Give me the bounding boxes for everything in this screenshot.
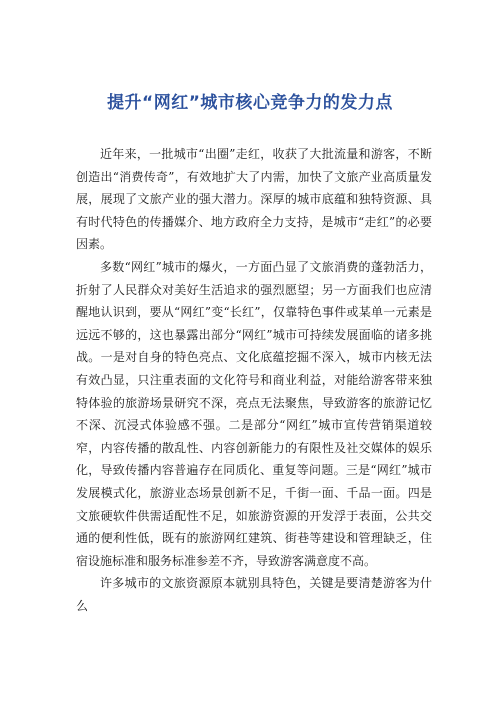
- document-title: 提升“网红”城市核心竞争力的发力点: [107, 93, 393, 113]
- paragraph: 多数“网红”城市的爆火，一方面凸显了文旅消费的蓬勃活力，折射了人民群众对美好生活追求的强烈愿望；另一方面我们也应清醒地认识到，要从“网红”变“长红”，仅靠特色事件或某单一元素是远远不够的，这也暴露出部分“网红”城市可持续发展面临的诸多挑战。一是对自身的特色亮点、文化底蕴挖掘不深入，城市内核无法有效凸显，只注重表面的文化符号和商业利益，对能给游客带来独特体验的旅游场景研究不深，亮点无法聚焦，导致游客的旅游记忆不深、沉浸式体验感不强。二是部分“网红”城市宣传营销渠道较窄，内容传播的散乱性、内容创新能力的有限性及社交媒体的娱乐化，导致传播内容普遍存在同质化、重复等问题。三是“网红”城市发展模式化，旅游业态场景创新不足，千街一面、千品一面。四是文旅硬软件供需适配性不足，如旅游资源的开发浮于表面，公共交通的便利性低，既有的旅游网红建筑、街巷等建设和管理缺乏，住宿设施标准和服务标准参差不齐，导致游客满意度不高。: [76, 259, 432, 568]
- paragraph: 许多城市的文旅资源原本就别具特色，关键是要清楚游客为什么: [76, 576, 432, 613]
- document-body: [76, 143, 432, 617]
- paragraph: 近年来，一批城市“出圈”走红，收获了大批流量和游客，不断创造出“消费传奇”，有效地扩大了内需，加快了文旅产业高质量发展，展现了文旅产业的强大潜力。深厚的城市底蕴和独特资源、具有时代特色的传播媒介、地方政府全力支持，是城市“走红”的必要因素。: [76, 147, 432, 252]
